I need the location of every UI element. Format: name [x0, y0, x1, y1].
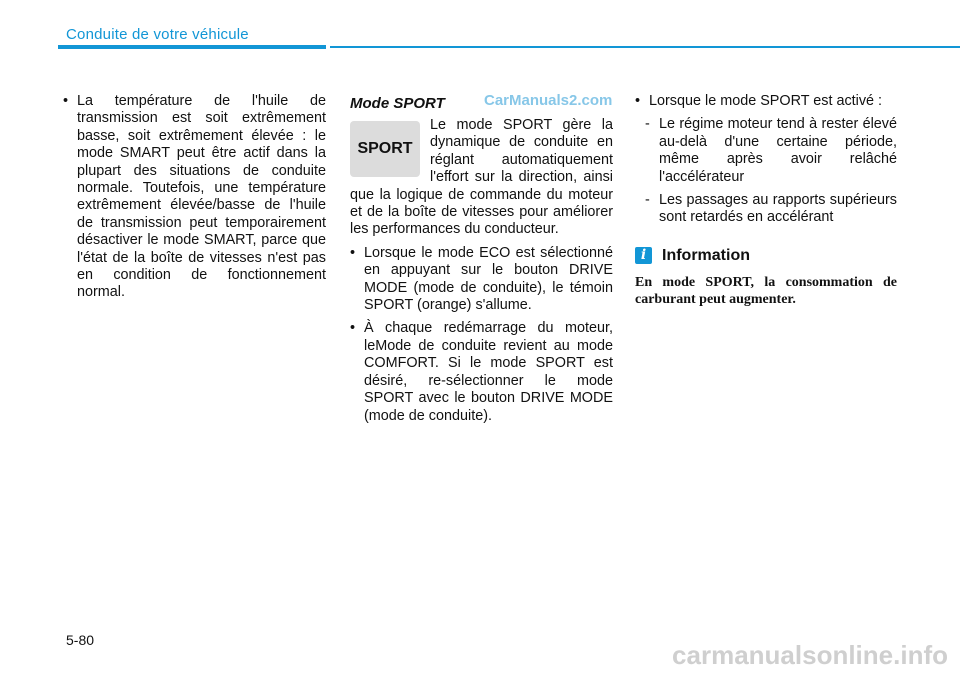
section-title: Conduite de votre véhicule — [66, 26, 249, 43]
list-item-text: À chaque redémarrage du moteur, leMode de conduite revient au mode COMFORT. Si le mode SPORT est désiré, re-sélectionner le mode SPORT avec le bouton DRIVE MODE (mode de conduite). — [364, 320, 613, 424]
list-item — [63, 93, 326, 302]
column-right — [635, 93, 897, 308]
information-heading — [635, 247, 897, 264]
dash-icon: - — [645, 116, 650, 133]
list-item — [350, 245, 613, 315]
header-rule-thin — [330, 46, 960, 48]
list-item — [635, 93, 897, 110]
sub-list-item-text: Le régime moteur tend à rester élevé au-delà d'une certaine période, même après avoir relâché l'accélérateur — [659, 116, 897, 185]
sub-list-item — [645, 192, 897, 227]
list-item — [350, 320, 613, 424]
list-item-text: Lorsque le mode ECO est sélectionné en appuyant sur le bouton DRIVE MODE (mode de conduite), le témoin SPORT (orange) s'allume. — [364, 244, 613, 314]
sub-list-item — [645, 116, 897, 186]
information-icon: i — [635, 247, 652, 264]
bullet-icon: • — [63, 93, 69, 109]
bullet-icon: • — [350, 244, 356, 261]
bullet-icon: • — [635, 93, 641, 109]
sport-intro-text: Le mode SPORT gère la dynamique de conduite en réglant automatiquement l'effort sur la direction, ainsi que la logique de commande du moteur et de la boîte de vitesses pour améliorer les performances du conducteur. — [350, 117, 613, 238]
sport-mode-heading: Mode SPORT — [350, 95, 445, 112]
column-middle — [350, 95, 613, 431]
header-rule-thick — [58, 45, 326, 49]
sub-list-item-text: Les passages au rapports supérieurs sont retardés en accélérant — [659, 192, 897, 226]
sport-mode-icon: SPORT — [350, 121, 420, 177]
bullet-icon: • — [350, 320, 356, 337]
list-item-text: Lorsque le mode SPORT est activé : — [649, 93, 883, 109]
sport-intro — [350, 117, 613, 239]
column-left — [63, 93, 326, 308]
watermark-top: CarManuals2.com — [484, 92, 613, 109]
information-text: En mode SPORT, la consommation de carburant peut augmenter. — [635, 275, 897, 308]
page-number: 5-80 — [66, 632, 95, 648]
list-item-text: La température de l'huile de transmission est soit extrêmement basse, soit extrêmement élevée : le mode SMART peut être actif dans la plupart des situations de conduite normale. Toutefois, une température extrêmement élevée/basse de l'huile de transmission peut temporairement désactiver le mode SMART, parce que l'état de la boîte de vitesses n'est pas en condition de fonctionnement normal. — [77, 93, 326, 301]
information-label: Information — [662, 246, 750, 264]
dash-icon: - — [645, 192, 650, 209]
watermark-bottom: carmanualsonline.info — [672, 640, 948, 670]
